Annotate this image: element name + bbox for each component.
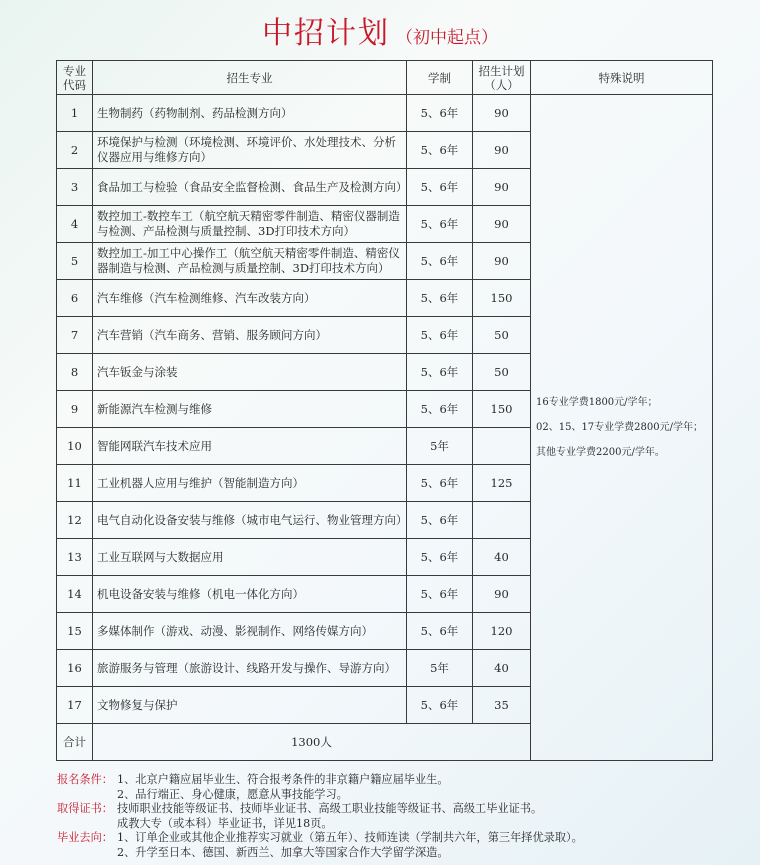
row-major: 工业互联网与大数据应用 bbox=[93, 539, 407, 576]
row-major: 食品加工与检验（食品安全监督检测、食品生产及检测方向） bbox=[93, 169, 407, 206]
row-years: 5、6年 bbox=[407, 280, 473, 317]
table-row bbox=[57, 95, 713, 132]
row-plan: 40 bbox=[473, 650, 531, 687]
row-major: 汽车营销（汽车商务、营销、服务顾问方向） bbox=[93, 317, 407, 354]
row-years: 5、6年 bbox=[407, 317, 473, 354]
row-code: 10 bbox=[57, 428, 93, 465]
destination-line bbox=[57, 831, 747, 846]
requirements-label: 报名条件： bbox=[57, 773, 113, 786]
row-plan: 50 bbox=[473, 317, 531, 354]
header-major: 招生专业 bbox=[93, 61, 407, 95]
certificates-line bbox=[57, 802, 747, 817]
row-years: 5、6年 bbox=[407, 687, 473, 724]
page-title bbox=[0, 8, 760, 52]
row-code: 16 bbox=[57, 650, 93, 687]
row-major: 生物制药（药物制剂、药品检测方向） bbox=[93, 95, 407, 132]
row-plan: 120 bbox=[473, 613, 531, 650]
header-code: 专业代码 bbox=[57, 61, 93, 95]
row-code: 13 bbox=[57, 539, 93, 576]
certificates-label: 取得证书： bbox=[57, 802, 113, 816]
row-years: 5、6年 bbox=[407, 206, 473, 243]
header-years: 学制 bbox=[407, 61, 473, 95]
row-years: 5、6年 bbox=[407, 243, 473, 280]
requirements-text: 2、品行端正、身心健康，愿意从事技能学习。 bbox=[117, 787, 348, 801]
row-major: 汽车维修（汽车检测维修、汽车改装方向） bbox=[93, 280, 407, 317]
row-major: 环境保护与检测（环境检测、环境评价、水处理技术、分析仪器应用与维修方向） bbox=[93, 132, 407, 169]
row-plan: 90 bbox=[473, 576, 531, 613]
special-note: 02、15、17专业学费2800元/学年； bbox=[536, 422, 703, 433]
row-plan bbox=[473, 428, 531, 465]
header-special: 特殊说明 bbox=[531, 61, 713, 95]
row-years: 5、6年 bbox=[407, 169, 473, 206]
row-plan: 90 bbox=[473, 243, 531, 280]
row-code: 11 bbox=[57, 465, 93, 502]
row-code: 12 bbox=[57, 502, 93, 539]
row-major: 汽车钣金与涂装 bbox=[93, 354, 407, 391]
requirements-line bbox=[57, 788, 747, 803]
row-years: 5、6年 bbox=[407, 502, 473, 539]
row-code: 6 bbox=[57, 280, 93, 317]
row-code: 1 bbox=[57, 95, 93, 132]
row-plan: 90 bbox=[473, 132, 531, 169]
row-years: 5年 bbox=[407, 650, 473, 687]
row-years: 5、6年 bbox=[407, 354, 473, 391]
row-years: 5年 bbox=[407, 428, 473, 465]
requirements-text: 1、北京户籍应届毕业生、符合报考条件的非京籍户籍应届毕业生。 bbox=[117, 773, 449, 786]
destination-text: 1、订单企业或其他企业推荐实习就业（第五年）、技师连读（学制共六年，第三年择优录取）。 bbox=[117, 831, 583, 845]
row-major: 电气自动化设备安装与维修（城市电气运行、物业管理方向） bbox=[93, 502, 407, 539]
row-code: 14 bbox=[57, 576, 93, 613]
enrollment-table bbox=[56, 60, 713, 761]
row-years: 5、6年 bbox=[407, 465, 473, 502]
page-title-main: 中招计划 bbox=[262, 16, 390, 51]
row-years: 5、6年 bbox=[407, 539, 473, 576]
destination-label: 毕业去向： bbox=[57, 831, 113, 845]
row-plan: 35 bbox=[473, 687, 531, 724]
row-code: 2 bbox=[57, 132, 93, 169]
row-plan: 150 bbox=[473, 280, 531, 317]
row-years: 5、6年 bbox=[407, 613, 473, 650]
row-major: 新能源汽车检测与维修 bbox=[93, 391, 407, 428]
special-note: 其他专业学费2200元/学年。 bbox=[536, 447, 665, 458]
row-major: 旅游服务与管理（旅游设计、线路开发与操作、导游方向） bbox=[93, 650, 407, 687]
row-plan: 90 bbox=[473, 95, 531, 132]
row-code: 17 bbox=[57, 687, 93, 724]
row-plan: 90 bbox=[473, 169, 531, 206]
row-plan: 125 bbox=[473, 465, 531, 502]
row-major: 工业机器人应用与维护（智能制造方向） bbox=[93, 465, 407, 502]
row-years: 5、6年 bbox=[407, 576, 473, 613]
row-major: 机电设备安装与维修（机电一体化方向） bbox=[93, 576, 407, 613]
row-major: 数控加工-加工中心操作工（航空航天精密零件制造、精密仪器制造与检测、产品检测与质量控制、3D打印技术方向） bbox=[93, 243, 407, 280]
destination-text: 2、升学至日本、德国、新西兰、加拿大等国家合作大学留学深造。 bbox=[117, 845, 449, 859]
row-major: 数控加工-数控车工（航空航天精密零件制造、精密仪器制造与检测、产品检测与质量控制、3D打印技术方向） bbox=[93, 206, 407, 243]
row-major: 多媒体制作（游戏、动漫、影视制作、网络传媒方向） bbox=[93, 613, 407, 650]
row-plan bbox=[473, 502, 531, 539]
certificates-line bbox=[57, 817, 747, 832]
row-years: 5、6年 bbox=[407, 391, 473, 428]
row-years: 5、6年 bbox=[407, 95, 473, 132]
row-code: 9 bbox=[57, 391, 93, 428]
row-plan: 40 bbox=[473, 539, 531, 576]
header-plan: 招生计划（人） bbox=[473, 61, 531, 95]
row-plan: 90 bbox=[473, 206, 531, 243]
total-label: 合计 bbox=[57, 724, 93, 761]
row-major: 智能网联汽车技术应用 bbox=[93, 428, 407, 465]
row-code: 8 bbox=[57, 354, 93, 391]
certificates-text: 成教大专（或本科）毕业证书，详见18页。 bbox=[117, 816, 333, 830]
table-header-row bbox=[57, 61, 713, 95]
row-plan: 150 bbox=[473, 391, 531, 428]
page-title-sub: （初中起点） bbox=[396, 28, 498, 48]
row-code: 7 bbox=[57, 317, 93, 354]
certificates-text: 技师职业技能等级证书、技师毕业证书、高级工职业技能等级证书、高级工毕业证书。 bbox=[117, 802, 543, 816]
notes-section bbox=[57, 773, 747, 861]
row-code: 3 bbox=[57, 169, 93, 206]
special-note: 16专业学费1800元/学年； bbox=[536, 397, 658, 408]
row-plan: 50 bbox=[473, 354, 531, 391]
row-code: 5 bbox=[57, 243, 93, 280]
special-notes-cell bbox=[531, 95, 713, 761]
destination-line bbox=[57, 846, 747, 861]
row-code: 15 bbox=[57, 613, 93, 650]
total-value: 1300人 bbox=[93, 724, 531, 761]
requirements-line bbox=[57, 773, 747, 788]
row-years: 5、6年 bbox=[407, 132, 473, 169]
row-major: 文物修复与保护 bbox=[93, 687, 407, 724]
row-code: 4 bbox=[57, 206, 93, 243]
